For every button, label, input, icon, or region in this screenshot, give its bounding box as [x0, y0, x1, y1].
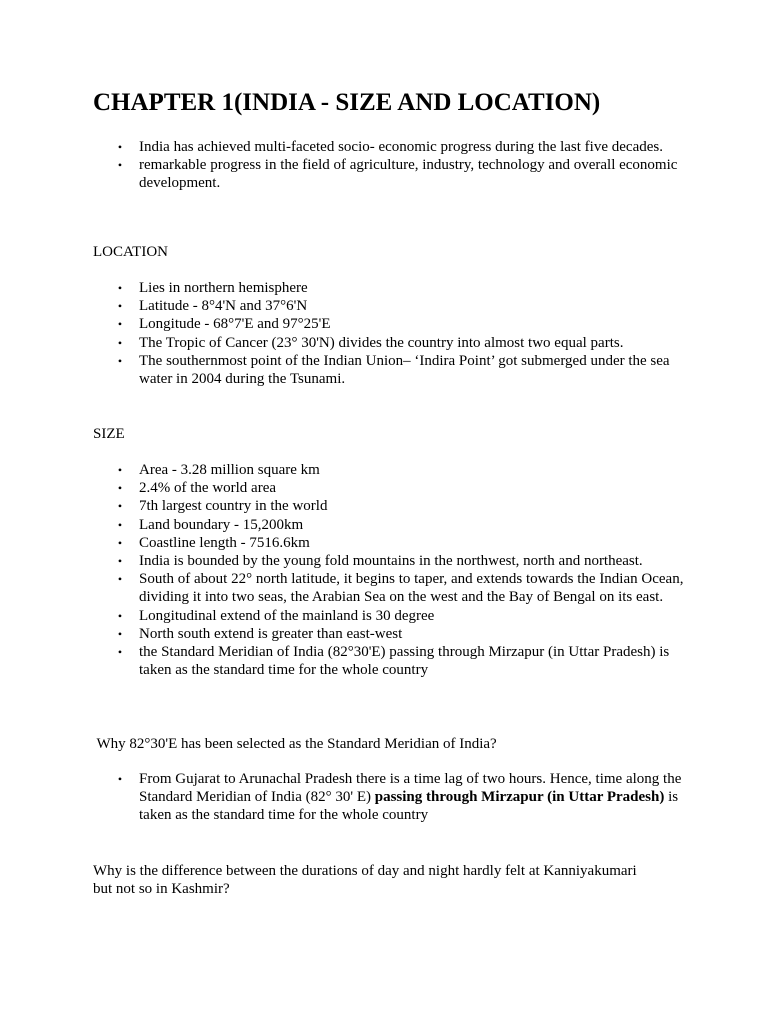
bullet-icon: • [117, 158, 123, 173]
chapter-title: CHAPTER 1(INDIA - SIZE AND LOCATION) [93, 89, 601, 116]
bullet-icon: • [117, 645, 123, 660]
size-section [93, 461, 693, 679]
list-item [93, 138, 693, 156]
size-heading: SIZE [93, 426, 125, 442]
list-item [93, 534, 693, 552]
list-item-text: Land boundary - 15,200km [139, 516, 304, 533]
list-item-text: India has achieved multi-faceted socio- economic progress during the last five decades. [139, 139, 663, 155]
list-item [93, 156, 693, 192]
list-item [93, 461, 693, 479]
list-item [93, 607, 693, 625]
list-item-text: 7th largest country in the world [139, 498, 328, 515]
location-heading: LOCATION [93, 244, 168, 260]
size-list [93, 461, 693, 679]
bullet-icon: • [117, 608, 123, 623]
list-item-text: Longitudinal extend of the mainland is 30 degree [139, 607, 435, 624]
standard-meridian-question: Why 82°30'E has been selected as the Standard Meridian of India? [93, 736, 497, 752]
list-item [93, 334, 693, 352]
answer-text-after: is taken as the standard time for the whole country [139, 789, 679, 824]
list-item [93, 352, 693, 388]
intro-section [93, 138, 693, 193]
bullet-icon: • [117, 281, 123, 295]
location-list [93, 279, 693, 388]
bullet-icon: • [117, 299, 123, 314]
intro-list [93, 138, 693, 193]
bullet-icon: • [117, 335, 123, 350]
bullet-icon: • [117, 353, 123, 368]
list-item-text: Latitude - 8°4'N and 37°6'N [139, 298, 308, 315]
list-item-text: Lies in northern hemisphere [139, 280, 308, 296]
list-item-text: North south extend is greater than east-west [139, 625, 403, 642]
bullet-icon: • [117, 772, 123, 786]
answer-section [93, 770, 693, 825]
location-section [93, 279, 693, 388]
list-item [93, 552, 693, 570]
list-item-text: India is bounded by the young fold mountains in the northwest, north and northeast. [139, 553, 643, 570]
list-item-text: remarkable progress in the field of agriculture, industry, technology and overall economic development. [139, 157, 678, 192]
list-item [93, 625, 693, 643]
answer-list [93, 770, 693, 825]
bullet-icon: • [117, 535, 123, 550]
bullet-icon: • [117, 463, 123, 477]
list-item-text: Coastline length - 7516.6km [139, 534, 310, 551]
bullet-icon: • [117, 554, 123, 569]
list-item-text: South of about 22° north latitude, it begins to taper, and extends towards the Indian Ocean, dividing it into two seas, the Arabian Sea on the west and the Bay of Bengal on its east. [139, 571, 684, 606]
list-item-text: The southernmost point of the Indian Union– ‘Indira Point’ got submerged under the sea water in 2004 during the Tsunami. [139, 352, 670, 388]
bullet-icon: • [117, 517, 123, 532]
bullet-icon: • [117, 572, 123, 587]
day-night-question: Why is the difference between the durations of day and night hardly felt at Kanniyakumari but not so in Kashmir? [93, 863, 637, 898]
answer-text-bold: passing through Mirzapur (in Uttar Pradesh) [374, 789, 665, 806]
list-item [93, 643, 693, 679]
bullet-icon: • [117, 140, 123, 154]
bullet-icon: • [117, 626, 123, 641]
list-item-text: Area - 3.28 million square km [139, 462, 320, 478]
bullet-icon: • [117, 481, 123, 496]
list-item [93, 479, 693, 497]
list-item-text: The Tropic of Cancer (23° 30'N) divides the country into almost two equal parts. [139, 334, 624, 351]
list-item [93, 497, 693, 515]
list-item-text: 2.4% of the world area [139, 480, 277, 497]
list-item [93, 315, 693, 333]
list-item-text: Longitude - 68°7'E and 97°25'E [139, 316, 331, 333]
answer-text-before: From Gujarat to Arunachal Pradesh there is a time lag of two hours. Hence, time along the Standard Meridian of India (82° 30' E) [139, 771, 682, 806]
list-item [93, 279, 693, 297]
list-item-text: the Standard Meridian of India (82°30'E) passing through Mirzapur (in Uttar Pradesh) is taken as the standard time for the whole country [139, 644, 670, 679]
list-item [93, 570, 693, 606]
bullet-icon: • [117, 317, 123, 332]
list-item [93, 770, 693, 825]
bullet-icon: • [117, 499, 123, 514]
list-item [93, 297, 693, 315]
list-item [93, 516, 693, 534]
